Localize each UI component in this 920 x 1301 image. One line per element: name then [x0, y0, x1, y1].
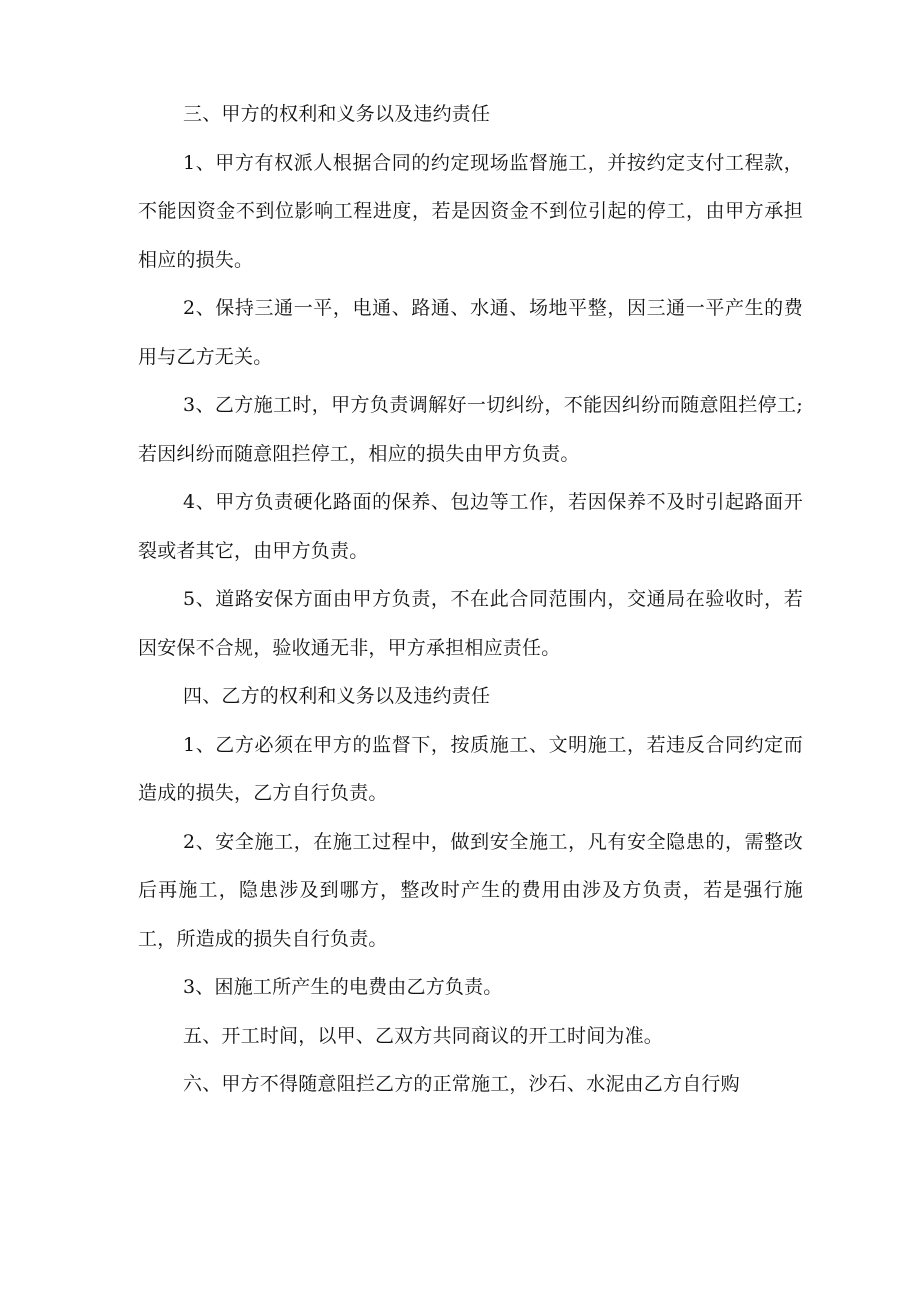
section-3-item-3: 3、乙方施工时，甲方负责调解好一切纠纷，不能因纠纷而随意阻拦停工;若因纠纷而随意阻拦停工，相应的损失由甲方负责。: [138, 394, 803, 465]
section-6-text: 六、甲方不得随意阻拦乙方的正常施工，沙石、水泥由乙方自行购: [183, 1073, 740, 1095]
section-4-item-3: 3、困施工所产生的电费由乙方负责。: [183, 976, 503, 998]
section-3-item-5: 5、道路安保方面由甲方负责，不在此合同范围内，交通局在验收时，若因安保不合规，验收通无非，甲方承担相应责任。: [138, 588, 803, 659]
section-4-title: 四、乙方的权利和义务以及违约责任: [183, 685, 491, 707]
section-3-item-2: 2、保持三通一平，电通、路通、水通、场地平整，因三通一平产生的费用与乙方无关。: [138, 297, 803, 368]
section-3-item-1: 1、甲方有权派人根据合同的约定现场监督施工，并按约定支付工程款，不能因资金不到位影响工程进度，若是因资金不到位引起的停工，由甲方承担相应的损失。: [138, 151, 803, 271]
document-body: [138, 90, 803, 1109]
section-4-item-1: 1、乙方必须在甲方的监督下，按质施工、文明施工，若违反合同约定而造成的损失，乙方自行负责。: [138, 733, 803, 804]
section-5-text: 五、开工时间，以甲、乙双方共同商议的开工时间为准。: [183, 1024, 664, 1047]
section-4-item-2: 2、安全施工，在施工过程中，做到安全施工，凡有安全隐患的，需整改后再施工，隐患涉及到哪方，整改时产生的费用由涉及方负责，若是强行施工，所造成的损失自行负责。: [138, 830, 803, 950]
section-3-item-4: 4、甲方负责硬化路面的保养、包边等工作，若因保养不及时引起路面开裂或者其它，由甲方负责。: [138, 491, 803, 562]
section-3-title: 三、甲方的权利和义务以及违约责任: [183, 103, 491, 125]
